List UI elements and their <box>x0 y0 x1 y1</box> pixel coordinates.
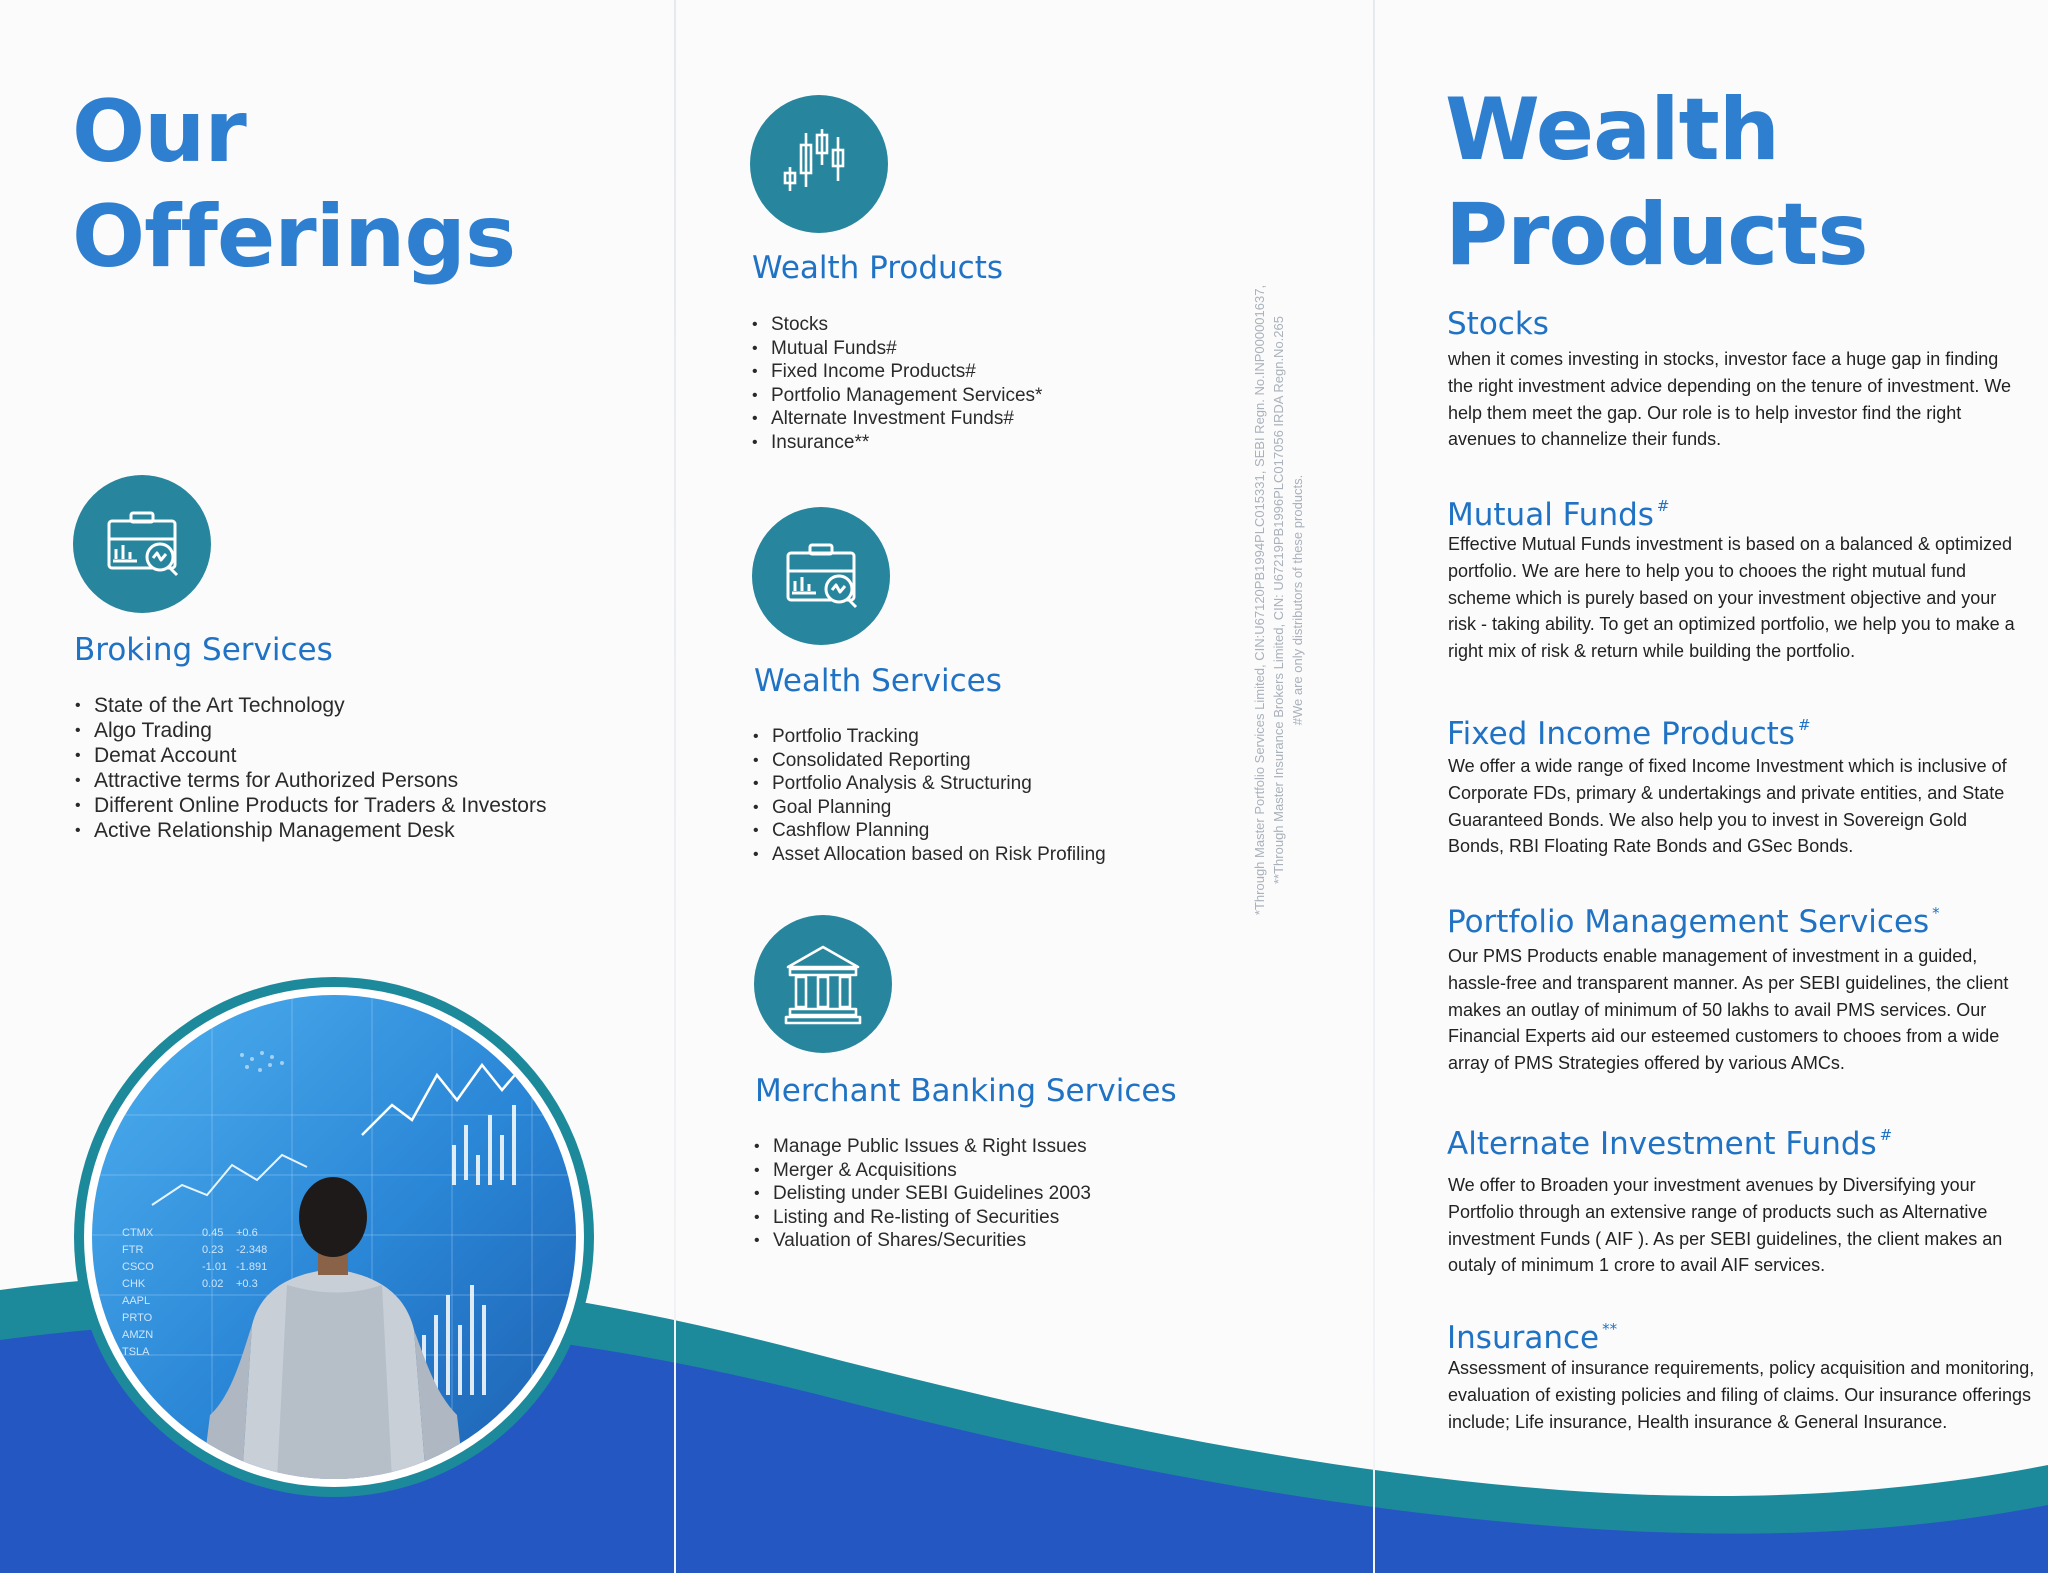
pms-description: Our PMS Products enable management of investment in a guided, hassle-free and transparent manner. As per SEBI guidelines, the client makes an outlay of minimum of 50 lakhs to avail PMS services. Our Financial Experts aid our esteemed customers to chooes from a wide array of PMS Strategies offered by various AMCs. <box>1448 946 2009 1074</box>
panel-fold <box>1373 0 1375 1573</box>
insurance-description: Assessment of insurance requirements, policy acquisition and monitoring, evaluation of existing policies and filing of claims. Our insurance offerings include; Life insurance, Health insurance & General Insurance. <box>1448 1358 2035 1432</box>
list-item: • Attractive terms for Authorized Persons <box>75 768 546 793</box>
offerings-title: Our Offerings <box>72 82 516 287</box>
list-item: • Alternate Investment Funds# <box>752 407 1042 431</box>
wealth-products-list <box>752 313 1042 454</box>
broking-services-list <box>75 693 546 843</box>
insurance-heading: Insurance ** <box>1447 1320 1618 1356</box>
ticker-label: TSLA <box>122 1346 150 1358</box>
ticker-label: AMZN <box>122 1329 154 1341</box>
aif-description: We offer to Broaden your investment avenues by Diversifying your Portfolio through an extensive range of products such as Alternative investment Funds ( AIF ). As per SEBI guidelines, the client makes an outaly of minimum 1 crore to avail AIF services. <box>1448 1175 2003 1276</box>
bank-building-icon <box>754 915 892 1053</box>
ticker-change: +0.6 <box>236 1227 258 1239</box>
list-item: • Delisting under SEBI Guidelines 2003 <box>754 1182 1091 1206</box>
ticker-label: CSCO <box>122 1261 154 1273</box>
ticker-value: 0.45 <box>202 1227 224 1239</box>
stocks-heading: Stocks <box>1447 306 1549 342</box>
list-item: • Consolidated Reporting <box>753 749 1106 773</box>
disclaimer-line: **Through Master Insurance Brokers Limited, CIN: U67219PB1996PLC017056 IRDA Regn.No.265 <box>1271 316 1286 884</box>
ticker-label: CTMX <box>122 1227 154 1239</box>
list-item: • Active Relationship Management Desk <box>75 818 546 843</box>
briefcase-analytics-icon <box>752 507 890 645</box>
ticker-value: -1.01 <box>202 1261 228 1273</box>
merchant-banking-title: Merchant Banking Services <box>755 1073 1177 1109</box>
wealth-services-list <box>753 725 1106 866</box>
wealth-services-title: Wealth Services <box>754 663 1002 699</box>
list-item: • Algo Trading <box>75 718 546 743</box>
ticker-change: +0.3 <box>236 1278 258 1290</box>
pms-heading: Portfolio Management Services * <box>1447 904 1940 940</box>
list-item: • Asset Allocation based on Risk Profiling <box>753 843 1106 867</box>
list-item: • Valuation of Shares/Securities <box>754 1229 1091 1253</box>
ticker-value: 0.23 <box>202 1244 224 1256</box>
disclaimer-line: #We are only distributors of these products. <box>1290 474 1305 726</box>
list-item: • Portfolio Management Services* <box>752 384 1042 408</box>
fixed-income-description: We offer a wide range of fixed Income Investment which is inclusive of Corporate FDs, primary & undertakings and private entities, and State Guaranteed Bonds. We also help you to invest in Sovereign Gold Bonds, RBI Floating Rate Bonds and GSec Bonds. <box>1448 756 2007 857</box>
ticker-label: AAPL <box>122 1295 151 1307</box>
mutual-funds-description: Effective Mutual Funds investment is based on a balanced & optimized portfolio. We are here to help you to chooes the right mutual fund scheme which is purely based on your investment objective and your risk - taking ability. To get an optimized portfolio, we help you to make a right mix of risk & return while building the portfolio. <box>1448 534 2015 662</box>
list-item: • Listing and Re-listing of Securities <box>754 1206 1091 1230</box>
broking-services-title: Broking Services <box>74 632 333 668</box>
mutual-funds-heading: Mutual Funds # <box>1447 497 1670 533</box>
list-item: • Stocks <box>752 313 1042 337</box>
list-item: • Cashflow Planning <box>753 819 1106 843</box>
aif-heading: Alternate Investment Funds # <box>1447 1126 1893 1162</box>
ticker-value: 0.02 <box>202 1278 224 1290</box>
ticker-label: FTR <box>122 1244 144 1256</box>
candlestick-chart-icon <box>750 95 888 233</box>
list-item: • Different Online Products for Traders & Investors <box>75 793 546 818</box>
list-item: • Mutual Funds# <box>752 337 1042 361</box>
list-item: • Goal Planning <box>753 796 1106 820</box>
ticker-change: -1.891 <box>236 1261 268 1273</box>
ticker-label: PRTO <box>122 1312 153 1324</box>
list-item: • Portfolio Analysis & Structuring <box>753 772 1106 796</box>
list-item: • Portfolio Tracking <box>753 725 1106 749</box>
investor-photo <box>74 977 594 1497</box>
list-item: • Merger & Acquisitions <box>754 1159 1091 1183</box>
ticker-label: CHK <box>122 1278 146 1290</box>
list-item: • Manage Public Issues & Right Issues <box>754 1135 1091 1159</box>
list-item: • Demat Account <box>75 743 546 768</box>
stocks-description: when it comes investing in stocks, investor face a huge gap in finding the right investment advice depending on the tenure of investment. We help them meet the gap. Our role is to help investor find the right avenues to channelize their funds. <box>1448 349 2012 450</box>
wealth-products-heading: Wealth Products <box>1445 80 1868 285</box>
ticker-change: -2.348 <box>236 1244 268 1256</box>
disclaimer-line: *Through Master Portfolio Services Limited, CIN:U67120PB1994PLC015331, SEBI Regn. No.INP000001637, <box>1252 284 1267 916</box>
list-item: • Fixed Income Products# <box>752 360 1042 384</box>
list-item: • State of the Art Technology <box>75 693 546 718</box>
fixed-income-heading: Fixed Income Products # <box>1447 716 1811 752</box>
briefcase-analytics-icon <box>73 475 211 613</box>
panel-fold <box>674 0 676 1573</box>
list-item: • Insurance** <box>752 431 1042 455</box>
wealth-products-title: Wealth Products <box>752 250 1004 286</box>
merchant-banking-list <box>754 1135 1091 1253</box>
